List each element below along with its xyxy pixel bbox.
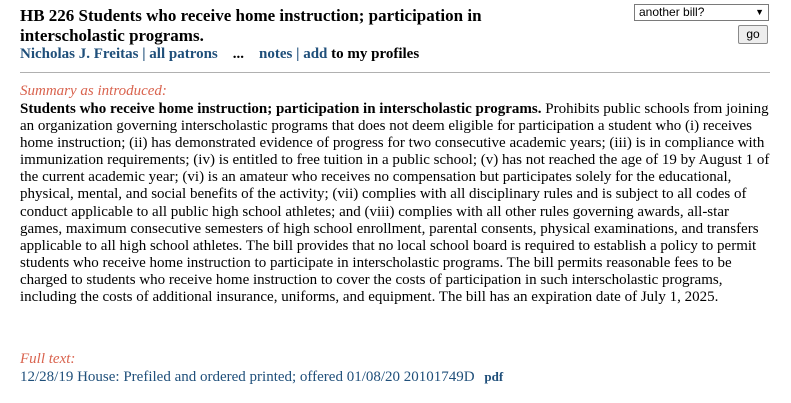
ellipsis: ... [232,46,245,62]
patron-line [20,46,419,63]
summary-text: Prohibits public schools from joining an organization governing interscholastic programs that does not deem eligible for participation a student who (i) receives home instruction; (ii) has demonstrated evidence of progress for two consecutive academic years; (iii) is in compliance with immunization requirements; (iv) is entitled to free tuition in a public school; (v) has not reached the age of 19 by August 1 of the current academic year; (vi) is an amateur who receives no compensation but participates solely for the educational, physical, mental, and social benefits of the activity; (vii) complies with all disciplinary rules and is subject to all codes of conduct applicable to all public high school athletes; and (viii) complies with all other rules governing awards, all-star games, maximum consecutive semesters of high school enrollment, parental consents, physical examinations, and transfers applicable to all high school athletes. The bill provides that no local school board is required to establish a policy to permit students who receive home instruction to participate in interscholastic programs. The bill permits reasonable fees to be charged to students who receive home instruction to cover the costs of participation in such interscholastic programs, including the costs of additional insurance, uniforms, and equipment. The bill has an expiration date of July 1, 2025. [20,101,770,306]
bill-select-value: another bill? [639,5,705,19]
full-text-label: Full text: [20,351,76,367]
all-patrons-link[interactable]: all patrons [149,46,218,62]
full-text-row [20,369,503,386]
summary-body [20,101,772,306]
notes-link[interactable]: notes [259,46,293,62]
go-button[interactable]: go [738,25,768,44]
separator: | [142,46,146,62]
chevron-down-icon: ▼ [755,7,764,17]
profiles-text: to my profiles [331,46,420,62]
add-link[interactable]: add [303,46,328,62]
bill-title: HB 226 Students who receive home instruction; participation in interscholastic programs. [20,6,482,45]
summary-heading: Students who receive home instruction; participation in interscholastic programs. [20,101,542,117]
patron-link[interactable]: Nicholas J. Freitas [20,46,139,62]
separator: | [296,46,300,62]
full-text-entry-link[interactable]: 12/28/19 House: Prefiled and ordered printed; offered 01/08/20 20101749D [20,369,475,385]
bill-select[interactable] [634,4,769,21]
pdf-link[interactable]: pdf [484,369,504,384]
divider [20,72,770,73]
summary-label: Summary as introduced: [20,83,167,99]
